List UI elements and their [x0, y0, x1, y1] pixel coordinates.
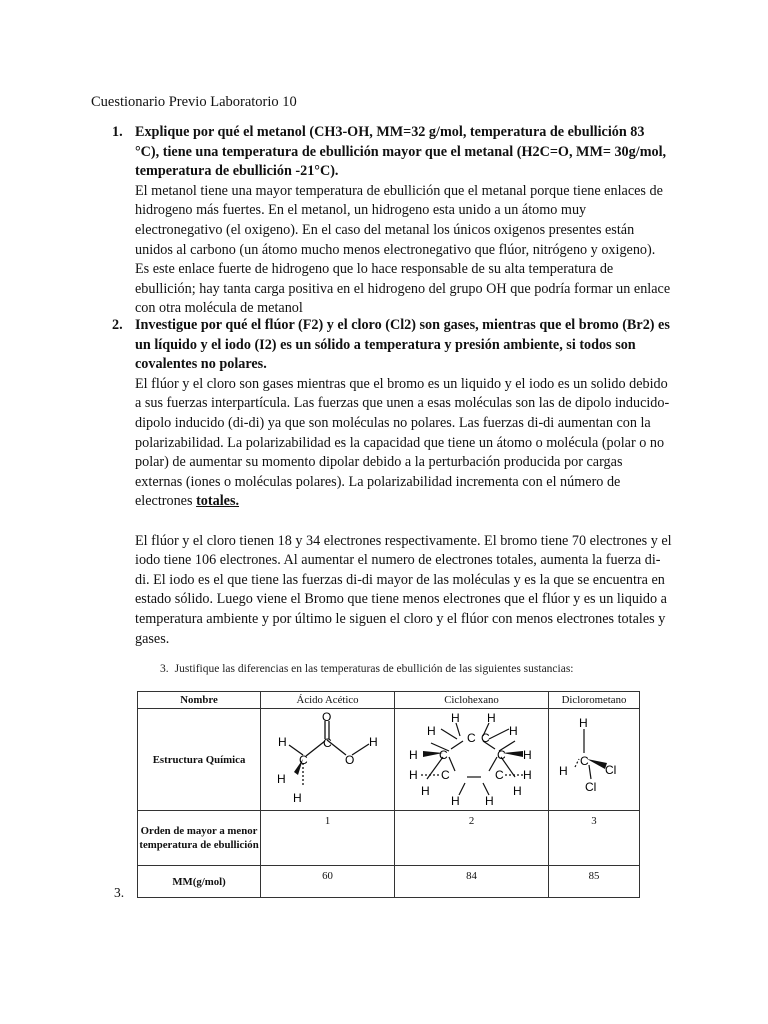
atom-H: H — [579, 716, 588, 730]
atom-H: H — [522, 748, 532, 762]
answer-text: El flúor y el cloro son gases mientras que el bromo es un liquido y el iodo es un solido debido a sus fuerzas interpartícula. Las fuerzas que unen a esas moléculas son las de dipolo inducido-dipolo inducido (di-di) ya que son moléculas no polares. Las fuerzas di-di aumentan con la polarizabilidad. La polarizabilidad es la capacidad que tiene un átomo o molécula (polar o no polar) de aumentar su momento dipolar debido a la perturbación producida por cargas externas (iones o moléculas polares). La polarizabilidad incrementa con el número de electrones — [135, 375, 670, 510]
table-header-row — [138, 692, 640, 709]
header-acido-acetico: Ácido Acético — [261, 692, 395, 709]
answer-paragraph — [135, 375, 672, 512]
atom-H: H — [508, 724, 518, 738]
mm-value: 85 — [549, 866, 640, 898]
atom-C: C — [466, 731, 476, 745]
atom-H: H — [559, 764, 568, 778]
figure-number: 3. — [160, 663, 169, 675]
atom-H: H — [408, 748, 418, 762]
atom-H: H — [368, 735, 378, 749]
order-value: 3 — [549, 811, 640, 866]
atom-C: C — [298, 753, 308, 767]
question-1 — [112, 123, 672, 319]
dichloromethane-structure-cell — [549, 709, 640, 811]
cyclohexane-structure — [397, 709, 547, 807]
atom-C: C — [480, 731, 490, 745]
acetic-acid-structure — [263, 709, 393, 807]
cyclohexane-structure-cell — [395, 709, 549, 811]
mm-row — [138, 866, 640, 898]
atom-C: C — [494, 768, 504, 782]
acetic-acid-structure-cell — [261, 709, 395, 811]
order-row-label: Orden de mayor a menor temperatura de ebullición — [138, 811, 261, 866]
question-number: 2. — [112, 317, 123, 333]
atom-C: C — [440, 768, 450, 782]
list-number: 3. — [114, 885, 125, 900]
atom-H: H — [426, 724, 436, 738]
structure-row — [138, 709, 640, 811]
atom-C: C — [322, 736, 332, 750]
atom-C: C — [438, 748, 448, 762]
question-2 — [112, 316, 672, 649]
mm-value: 60 — [261, 866, 395, 898]
atom-H: H — [450, 711, 460, 725]
dichloromethane-structure — [549, 709, 639, 807]
question-prompt: Explique por qué el metanol (CH3-OH, MM=32 g/mol, temperatura de ebullición 83 °C), tiene una temperatura de ebullición mayor que el metanal (H2C=O, MM= 30g/mol, temperatura de ebullición -21°C). — [135, 124, 667, 180]
atom-H: H — [486, 711, 496, 725]
question-prompt: Investigue por qué el flúor (F2) y el cloro (Cl2) son gases, mientras que el bromo (Br2) es un líquido y el iodo (I2) es un sólido a temperatura y presión ambiente, si todos son covalentes no polares. — [135, 317, 670, 373]
atom-H: H — [450, 794, 460, 807]
answer-paragraph: El flúor y el cloro tienen 18 y 34 electrones respectivamente. El bromo tiene 70 electrones y el iodo tiene 106 electrones. Al aumentar el numero de electrones totales, aumenta la fuerza di-di. El iodo es el que tiene las fuerzas di-di mayor de las moléculas y es la que se encuentra en estado sólido. Luego viene el Bromo que tiene menos electrones que el flúor y es un liquido a temperatura ambiente y por último le siguen el cloro y el flúor con menos electrones totales y gases. — [135, 532, 672, 647]
atom-Cl: Cl — [585, 780, 597, 794]
order-row — [138, 811, 640, 866]
header-nombre: Nombre — [138, 692, 261, 709]
order-value: 1 — [261, 811, 395, 866]
atom-H: H — [522, 768, 532, 782]
mm-value: 84 — [395, 866, 549, 898]
atom-H: H — [420, 784, 430, 798]
structure-row-label: Estructura Química — [138, 709, 261, 811]
atom-C: C — [496, 748, 506, 762]
atom-Cl: Cl — [605, 763, 617, 777]
atom-H: H — [408, 768, 418, 782]
atom-H: H — [276, 772, 286, 786]
mm-row-label: MM(g/mol) — [138, 866, 261, 898]
emphasized-word: totales. — [196, 493, 240, 510]
order-value: 2 — [395, 811, 549, 866]
atom-C: C — [580, 754, 589, 768]
header-ciclohexano: Ciclohexano — [395, 692, 549, 709]
atom-O: O — [321, 710, 331, 724]
comparison-table — [137, 691, 640, 898]
atom-H: H — [277, 735, 287, 749]
atom-H: H — [292, 791, 302, 805]
atom-H: H — [484, 794, 494, 807]
atom-H: H — [512, 784, 522, 798]
atom-O: O — [344, 753, 354, 767]
figure-caption — [160, 663, 574, 675]
answer-paragraph: El metanol tiene una mayor temperatura de ebullición que el metanal porque tiene enlaces de hidrogeno más fuertes. En el metanol, un hidrogeno esta unido a un átomo muy electronegativo (el oxigeno). En el caso del metanal los únicos oxigenos presentes están unidos al carbono (un átomo mucho menos electronegativo que flúor, nitrógeno y oxigeno). Es este enlace fuerte de hidrogeno que lo hace responsable de su alta temperatura de ebullición; hay tanta carga positiva en el hidrogeno del grupo OH que podría formar un enlace con otra molécula de metanol — [135, 182, 671, 317]
figure-caption-text: Justifique las diferencias en las temperaturas de ebullición de las siguientes sustancias: — [174, 663, 574, 675]
document-title: Cuestionario Previo Laboratorio 10 — [91, 94, 297, 110]
header-diclorometano: Diclorometano — [549, 692, 640, 709]
question-number: 1. — [112, 124, 123, 140]
